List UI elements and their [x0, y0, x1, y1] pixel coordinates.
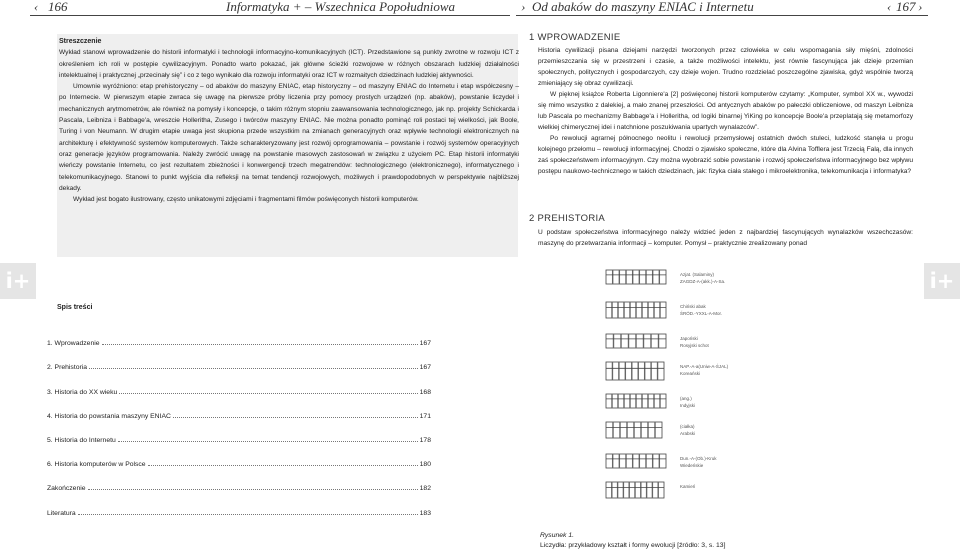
- page-header: [0, 0, 960, 14]
- toc-title: Spis treści: [57, 304, 93, 311]
- figure-caption: [540, 531, 725, 551]
- toc-item-page: 178: [419, 436, 431, 444]
- toc-item-page: 167: [419, 340, 431, 348]
- toc-item-label: 6. Historia komputerów w Polsce: [47, 461, 146, 469]
- section-1-paragraph-2: W pięknej książce Roberta Ligonniere'a [2] poświęconej historii komputerów czytamy: „Komputer, symbol XX w., wywodzi się mimo wszystko z dalekiej, a mało znanej przeszłości. Od antycznych abaków po pałeczki obliczeniowe, od maszyn Leibniza lub Pascala po mechanizmy Babbage'a i Holleritha, od logiki binarnej YiKing po koncepcje Boole'a przeplatają się metamorfozy wielkiej chimerycznej idei i natchnione poszukiwania upartych wynalazców”.: [538, 91, 913, 131]
- figure-label: Japoński: [680, 336, 698, 341]
- margin-logo-right: i+: [924, 263, 960, 299]
- toc-item-page: 168: [419, 388, 431, 396]
- toc-item-label: 1. Wprowadzenie: [47, 340, 100, 348]
- summary-title: Streszczenie: [59, 38, 102, 45]
- toc-item-page: 167: [419, 364, 431, 372]
- right-running-title: Od abaków do maszyny ENIAC i Internetu: [532, 0, 754, 14]
- abacus-frame: [606, 454, 666, 468]
- figure-label: Wiedeńskie: [680, 463, 704, 468]
- figure-label: Koreański: [680, 371, 701, 376]
- toc-leader: [148, 465, 418, 466]
- toc-item-page: 171: [419, 412, 431, 420]
- figure-label: Kamień: [680, 484, 696, 489]
- toc-leader: [78, 514, 418, 515]
- toc-item-label: 2. Prehistoria: [47, 364, 88, 372]
- next-page-arrow-right[interactable]: ›: [918, 0, 923, 14]
- figure-label: (ang.): [680, 396, 692, 401]
- toc-item[interactable]: [47, 371, 431, 395]
- toc-item-label: 4. Historia do powstania maszyny ENIAC: [47, 412, 171, 420]
- toc-item-label: 5. Historia do Internetu: [47, 436, 116, 444]
- figure-label: NAP.-A-a(Uniw-A-ŚJAL): [680, 364, 729, 369]
- toc-item-page: 183: [419, 509, 431, 517]
- figure-label: Rosyjski schot: [680, 343, 709, 348]
- toc-item[interactable]: [47, 396, 431, 420]
- toc-leader: [173, 417, 418, 418]
- toc-item[interactable]: [47, 468, 431, 492]
- toc-item[interactable]: [47, 444, 431, 468]
- toc-item[interactable]: [47, 492, 431, 516]
- toc-item[interactable]: [47, 420, 431, 444]
- toc-item-page: 180: [419, 461, 431, 469]
- toc-leader: [119, 393, 417, 394]
- figure-label: Arabski: [680, 431, 696, 436]
- abacus-evolution-figure: [600, 262, 820, 527]
- toc-leader: [89, 368, 418, 369]
- toc-item-label: Literatura: [47, 509, 76, 517]
- table-of-contents: [47, 323, 431, 517]
- toc-leader: [118, 441, 418, 442]
- header-rule-left: [30, 15, 510, 16]
- figure-label: Azjat. (Salaminy): [680, 272, 715, 277]
- figure-label: (ciałka): [680, 424, 695, 429]
- summary-paragraph-3: Wykład jest bogato ilustrowany, często unikatowymi zdjęciami i fragmentami filmów poświęconych historii komputerów.: [73, 196, 419, 204]
- summary-paragraph-2: Umownie wyróżniono: etap prehistoryczny – od abaków do maszyny ENIAC, etap historyczny – od maszyny ENIAC do Internetu i etap współczesny – po Internecie. W pierwszym etapie zwraca się uwagę na pierwsze próby liczenia przy pomocy prostych urządzeń (np. abaków), powstanie liczydeł i mechanicznych arytmometrów, ale również na pomysły i koncepcje, o takim różnym stopniu zaawansowania technologicznego, jak np. projekty Schickarda i Pascala, Leibniza i Babbage'a, wreszcie Holleritha, Zusego i twórców maszyny ENIAC. Nie można ponadto pominąć roli postaci tej wielkości, jak Boole, Turing i von Neumann. W drugim etapie uwaga jest skupiona przede wszystkim na zmianach generacyjnych oraz wpływie technologii elektronicznych na architekturę i efektywność systemów komputerowych. Także scharakteryzowany jest rozwój oprogramowania – powstanie i rozwój systemów operacyjnych oraz generacje języków programowania. Należy zwrócić uwagę na powstanie masowych zastosowań w związku z użyciem PC. Etap historii informatyki wieńczy powstanie Internetu, co jest rezultatem zbieżności i konwergencji trzech megatrendów: technologicznego (elektronicznego), informatycznego i telekomunikacyjnego. Stanowi to punkt wyjścia dla refleksji na temat tendencji rozwojowych, możliwych i prawdopodobnych w perspektywie najbliższej dekady.: [59, 83, 519, 192]
- section-1-heading: 1 WPROWADZENIE: [529, 32, 621, 43]
- figure-caption-title: Rysunek 1.: [540, 532, 575, 539]
- toc-item-label: 3. Historia do XX wieku: [47, 388, 118, 396]
- section-2-paragraph-1: U podstaw społeczeństwa informacyjnego należy widzieć jeden z najbardziej fascynujących wynalazków wszechczasów: maszynę do przetwarzania informacji – komputer. Pomysł – praktycznie zrealizowany ponad: [538, 229, 913, 247]
- left-page-number: 166: [48, 0, 68, 14]
- toc-item-page: 182: [419, 485, 431, 493]
- prev-page-arrow[interactable]: ‹: [34, 0, 39, 14]
- toc-item[interactable]: [47, 323, 431, 347]
- section-1-body: [538, 45, 913, 177]
- summary-paragraph-1: Wykład stanowi wprowadzenie do historii informatyki i technologii informacyjno-komunikacyjnych (ICT). Przedstawione są punkty zwrotne w rozwoju ICT z określeniem ich roli w postępie cywilizacyjnym. Ponadto warto pokazać, jak główne ścieżki rozwojowe w różnych obszarach ludzkiej działalności intelektualnej i praktycznej „przecinały się” i co z tego wynikało dla rozwoju informatyki oraz ICT w rozmaitych dziedzinach ludzkiej aktywności.: [59, 49, 519, 79]
- toc-leader: [102, 344, 418, 345]
- figure-label: Indyjski: [680, 403, 696, 408]
- abacus-drawings: [606, 270, 729, 498]
- section-2-heading: 2 PREHISTORIA: [529, 213, 606, 224]
- summary-text: [59, 36, 519, 205]
- header-rule-right: [516, 15, 928, 16]
- section-1-paragraph-1: Historia cywilizacji pisana dziejami narzędzi tworzonych przez człowieka w celu wspomagania siły mięśni, zdolności przemieszczania się w przestrzeni i czasie, a także możliwości intelektu, jest równie fascynująca jak dzieje przemian społecznych, politycznych i gospodarczych, czy dzieje wojen. Trudno rozdzielać poszczególne zjawiska, gdyż wspólnie tworzą zmieniający się obraz cywilizacji.: [538, 47, 913, 87]
- prev-page-arrow-right[interactable]: ‹: [887, 0, 892, 14]
- left-running-title: Informatyka + – Wszechnica Popołudniowa: [226, 0, 456, 14]
- figure-caption-text: Liczydła: przykładowy kształt i formy ewolucji [źródło: 3, s. 13]: [540, 542, 726, 549]
- figure-label: Chiński abak: [680, 304, 706, 309]
- section-2-body: [538, 227, 913, 249]
- toc-leader: [88, 489, 418, 490]
- section-1-paragraph-3: Po rewolucji agrarnej północnego neolitu i rewolucji przemysłowej ostatnich dwóch stuleci, ludzkość stanęła u progu kolejnego przełomu – rewolucji informacyjnej. Chodzi o zjawisko społeczne, które dla Alvina Tofflera jest Trzecią Falą, dla innych zaś społeczeństwem informacyjnym. Czy można wyobrazić sobie powstanie i rozwój społeczeństwa informacyjnego bez wpływu postępu naukowo-technicznego w takich dziedzinach, jak: fizyka ciała stałego i mikroelektronika, telekomunikacja i informatyka?: [538, 135, 913, 175]
- toc-item[interactable]: [47, 347, 431, 371]
- margin-logo-left: i+: [0, 263, 36, 299]
- figure-label: ŚRÓD.-YXXL-A-Mor.: [680, 311, 723, 316]
- abacus-frame: [606, 270, 666, 284]
- next-page-arrow[interactable]: ›: [521, 0, 526, 14]
- right-page-number: 167: [896, 0, 916, 14]
- toc-item-label: Zakończenie: [47, 485, 86, 493]
- abacus-frame: [606, 362, 664, 380]
- figure-label: Dun.-A-(Ob.)-Kruk: [680, 456, 717, 461]
- figure-label: ZAGDZ-A-(akk.)-A-Sa.: [680, 279, 726, 284]
